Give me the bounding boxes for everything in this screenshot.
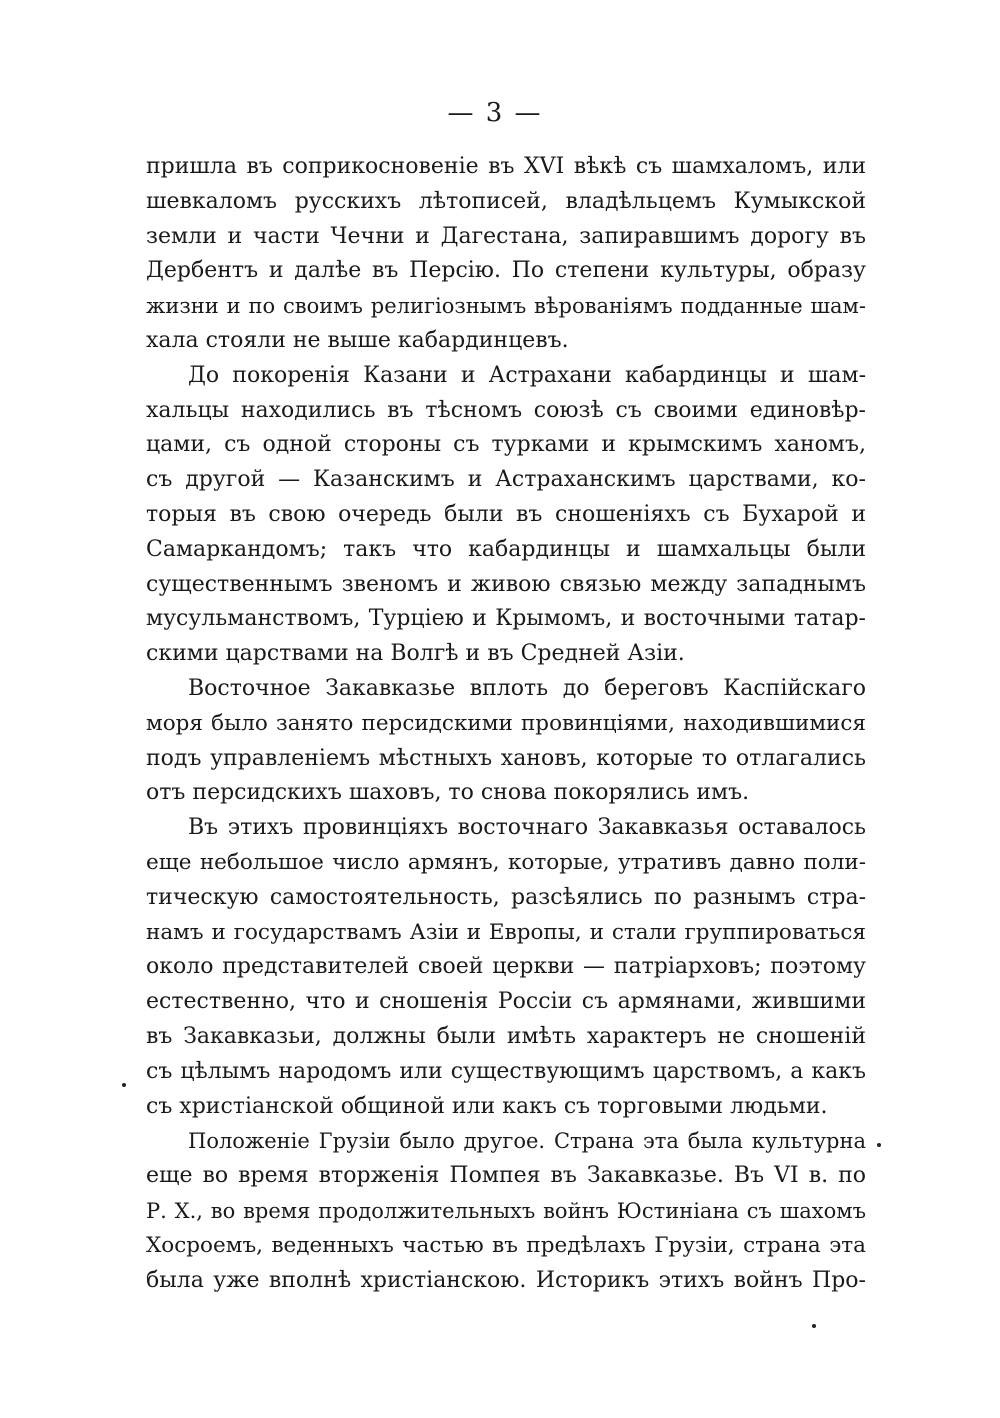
body-text: [146, 150, 866, 1298]
text-line: намъ и государствамъ Азiи и Европы, и стали группироваться: [146, 919, 866, 945]
text-line: цами, съ одной стороны съ турками и крымскимъ ханомъ,: [146, 432, 866, 458]
text-line: Восточное Закавказье вплоть до береговъ Каспiйскаго: [188, 675, 866, 701]
paragraph: [146, 359, 866, 672]
text-line: скими царствами на Волгѣ и въ Средней Азiи.: [146, 641, 685, 667]
text-line: еще во время вторженiя Помпея въ Закавказье. Въ VI в. по: [146, 1163, 866, 1189]
text-line: съ христiанской общиной или какъ съ торговыми людьми.: [146, 1093, 828, 1119]
paragraph: [146, 672, 866, 811]
text-line: Въ этихъ провинцiяхъ восточнаго Закавказья оставалось: [188, 815, 866, 841]
print-speck: [812, 1324, 816, 1328]
text-line: земли и части Чечни и Дагестана, запиравшимъ дорогу въ: [146, 223, 866, 249]
text-line: Положенiе Грузiи было другое. Страна эта была культурна: [188, 1129, 866, 1154]
paragraph: [146, 150, 866, 359]
text-line: моря было занято персидскими провинцiями, находившимися: [146, 710, 866, 736]
text-line: подъ управленiемъ мѣстныхъ хановъ, которые то отлагались: [146, 745, 866, 771]
text-line: торыя въ свою очередь были въ сношенiяхъ съ Бухарой и: [146, 501, 866, 527]
text-line: съ другой — Казанскимъ и Астраханскимъ царствами, ко-: [146, 467, 866, 493]
text-line: мусульманствомъ, Турцiею и Крымомъ, и восточными татар-: [146, 606, 866, 632]
text-line: До покоренiя Казани и Астрахани кабардинцы и шам-: [188, 362, 866, 388]
text-line: пришла въ соприкосновенie въ XVI вѣкѣ съ шамхаломъ, или: [146, 154, 866, 179]
page-number: — 3 —: [447, 98, 543, 128]
text-line: хальцы находились въ тѣсномъ союзѣ съ своими единовѣр-: [146, 397, 866, 423]
text-line: Самаркандомъ; такъ что кабардинцы и шамхальцы были: [146, 536, 866, 562]
text-line: была уже вполнѣ христiанскою. Историкъ этихъ войнъ Про-: [146, 1267, 866, 1293]
text-line: жизни и по своимъ религiознымъ вѣрованiямъ подданные шам-: [146, 294, 866, 319]
text-line: въ Закавказьи, должны были имѣть характеръ не сношенiй: [146, 1023, 866, 1049]
text-line: Р. X., во время продолжительныхъ войнъ Юстинiана съ шахомъ: [146, 1198, 866, 1223]
text-line: существеннымъ звеномъ и живою связью между западнымъ: [146, 571, 866, 597]
text-line: шевкаломъ русскихъ лѣтописей, владѣльцемъ Кумыкской: [146, 188, 866, 214]
print-speck: [877, 1143, 881, 1147]
paragraph: [146, 811, 866, 1124]
text-line: естественно, что и сношенiя Россiи съ армянами, жившими: [146, 989, 866, 1015]
paragraph: [146, 1124, 866, 1298]
text-line: хала стояли не выше кабардинцевъ.: [146, 327, 569, 353]
print-speck: [122, 1083, 126, 1087]
text-line: Хосроемъ, веденныхъ частью въ предѣлахъ Грузiи, страна эта: [146, 1232, 866, 1258]
text-line: отъ персидскихъ шаховъ, то снова покорялись имъ.: [146, 780, 750, 806]
text-line: тическую самостоятельность, разсѣялись по разнымъ стра-: [146, 884, 866, 910]
text-line: Дербентъ и далѣе въ Персiю. По степени культуры, образу: [146, 258, 866, 284]
text-line: около представителей своей церкви — патрiарховъ; поэтому: [146, 954, 866, 980]
text-line: съ цѣлымъ народомъ или существующимъ царствомъ, а какъ: [146, 1058, 866, 1084]
text-line: еще небольшое число армянъ, которые, утративъ давно поли-: [146, 849, 866, 875]
